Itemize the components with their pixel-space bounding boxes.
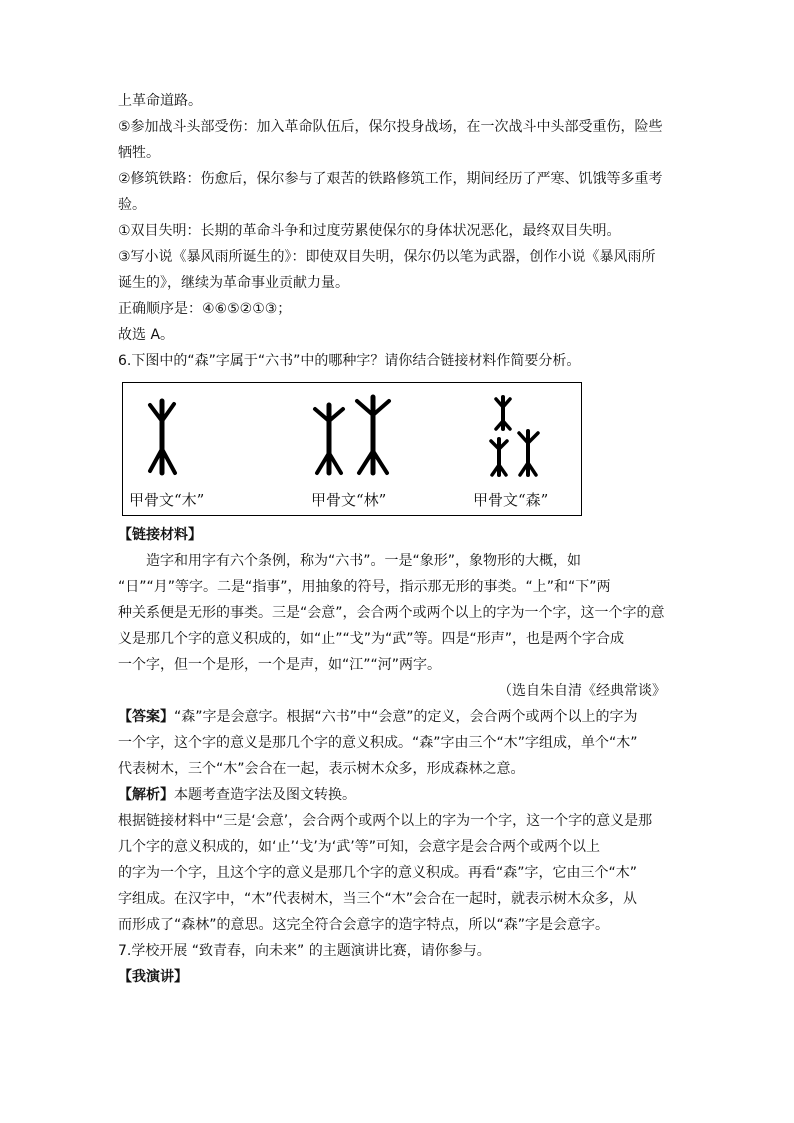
question-6: 6.下图中的“森”字属于“六书”中的哪种字？请你结合链接材料作简要分析。 [118,353,581,369]
text-line: ③写小说《暴风雨所诞生的》：即使双目失明，保尔仍以笔为武器，创作小说《暴风雨所 [118,249,656,265]
analysis-section [118,782,678,938]
answer-line: 一个字，这个字的意义是那几个字的意义积成。“森”字由三个“木”字组成，单个“木” [118,735,638,751]
text-line: 正确顺序是：④⑥⑤②①③； [118,301,292,317]
speech-heading: 【我演讲】 [118,969,188,985]
analysis-label: 【解析】 [118,787,174,803]
caption-lin: 甲骨文“林” [311,491,387,509]
text-line: 验。 [118,197,146,213]
analysis-line: 的字为一个字，且这个字的意义是那几个字的意义积成。再看“森”字，它由三个“木” [118,865,638,881]
answer-line: 代表树木，三个“木”会合在一起，表示树木众多，形成森林之意。 [118,761,525,777]
analysis-line: 字组成。在汉字中，“木”代表树木，当三个“木”会合在一起时，就表示树木众多，从 [118,891,638,907]
oracle-mu-glyph [137,391,187,481]
text-line: 诞生的》，继续为革命事业贡献力量。 [118,275,349,291]
analysis-text: 本题考查造字法及图文转换。 [174,787,356,803]
analysis-line: 根据链接材料中“三是‘会意’，会合两个或两个以上的字为一个字，这一个字的意义是那 [118,813,653,829]
link-material [118,522,678,704]
top-text [118,88,678,374]
text-line: ②修筑铁路：伤愈后，保尔参与了艰苦的铁路修筑工作，期间经历了严寒、饥饿等多重考 [118,171,663,187]
question-7: 7.学校开展 “致青春，向未来” 的主题演讲比赛，请你参与。 [118,943,491,959]
text-line: ⑤参加战斗头部受伤：加入革命队伍后，保尔投身战场，在一次战斗中头部受重伤，险些 [118,119,663,135]
caption-sen: 甲骨文“森” [473,491,549,509]
caption-mu: 甲骨文“木” [129,491,205,509]
answer-label: 【答案】 [118,709,174,725]
text-line: 牺牲。 [118,145,160,161]
analysis-line: 而形成了“森林”的意思。这完全符合会意字的造字特点，所以“森”字是会意字。 [118,917,610,933]
answer-section [118,704,678,782]
text-line: ①双目失明：长期的革命斗争和过度劳累使保尔的身体状况恶化，最终双目失明。 [118,223,621,239]
material-line: 造字和用字有六个条例，称为“六书”。一是“象形”，象物形的大概，如 [146,553,582,569]
text-line: 故选 A。 [118,327,175,343]
oracle-bone-figure [122,382,582,516]
document-page [118,88,678,990]
bottom-text [118,938,678,990]
oracle-lin-glyph [303,391,403,481]
answer-text: “森”字是会意字。根据“六书”中“会意”的定义，会合两个或两个以上的字为 [174,709,638,725]
analysis-line: 几个字的意义积成的，如‘止’‘戈’为‘武’等”可知，会意字是会合两个或两个以上 [118,839,600,855]
material-line: “日”“月”等字。二是“指事”，用抽象的符号，指示那无形的事类。“上”和“下”两 [118,579,611,595]
material-line: 一个字，但一个是形，一个是声，如“江”“河”两字。 [118,657,442,673]
material-heading: 【链接材料】 [118,527,202,543]
material-line: 种关系便是无形的事类。三是“会意”，会合两个或两个以上的字为一个字，这一个字的意 [118,605,665,621]
oracle-sen-glyph [481,391,551,481]
material-line: 义是那几个字的意义积成的，如“止”“戈”为“武”等。四是“形声”，也是两个字合成 [118,631,625,647]
text-line: 上革命道路。 [118,93,202,109]
material-source: （选自朱自清《经典常谈》 [498,683,666,699]
